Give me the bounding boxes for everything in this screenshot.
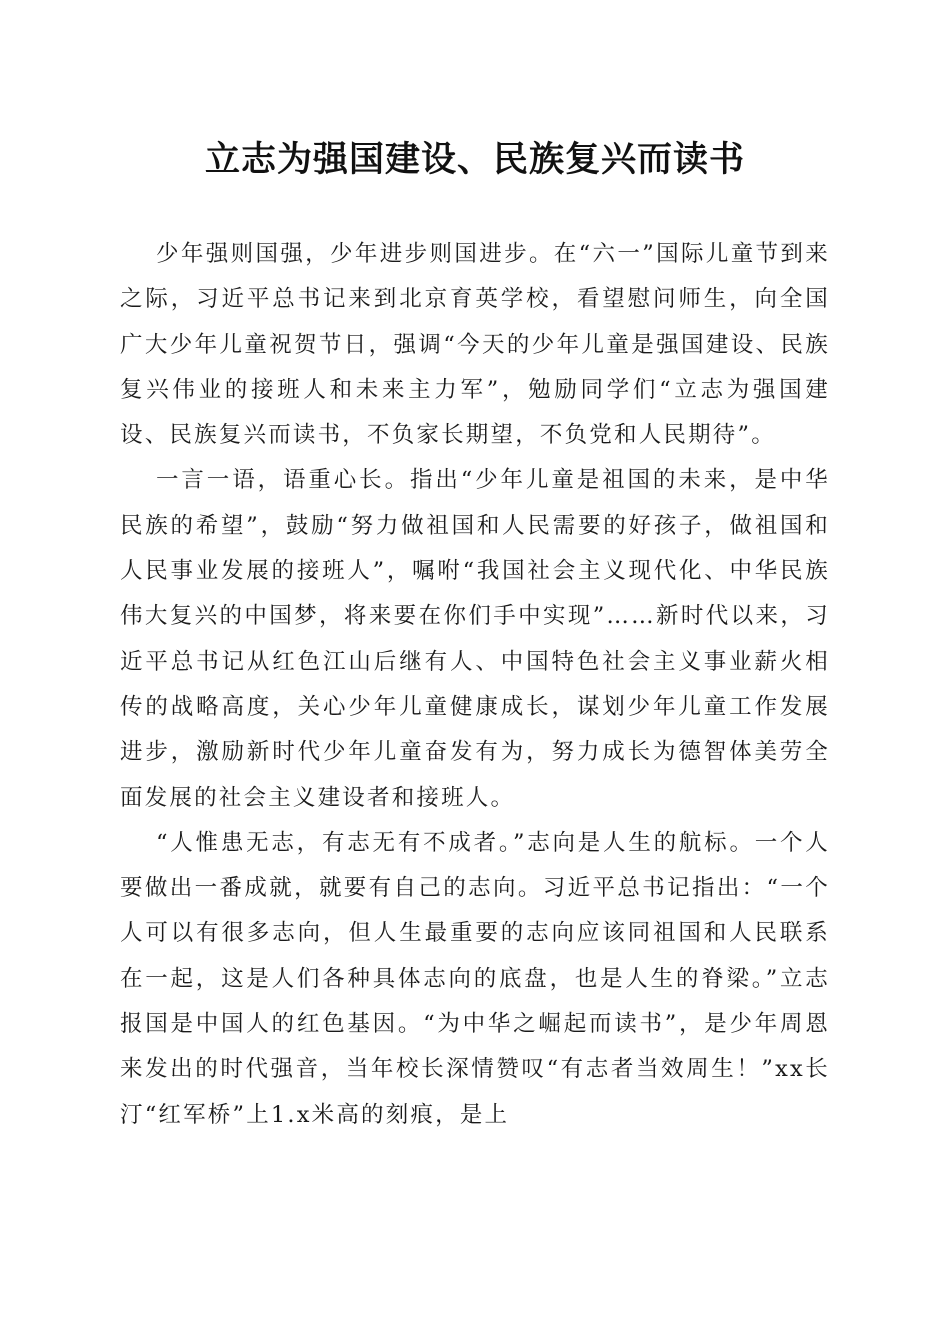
paragraph-2: 一言一语，语重心长。指出“少年儿童是祖国的未来，是中华民族的希望”，鼓励“努力做祖国和人民需要的好孩子，做祖国和人民事业发展的接班人”，嘱咐“我国社会主义现代化、中华民族伟大复兴的中国梦，将来要在你们手中实现”……新时代以来，习近平总书记从红色江山后继有人、中国特色社会主义事业薪火相传的战略高度，关心少年儿童健康成长，谋划少年儿童工作发展进步，激励新时代少年儿童奋发有为，努力成长为德智体美劳全面发展的社会主义建设者和接班人。: [120, 467, 830, 811]
document-title: 立志为强国建设、民族复兴而读书: [204, 140, 745, 180]
document-body: [120, 232, 830, 1138]
paragraph-1: 少年强则国强，少年进步则国进步。在“六一”国际儿童节到来之际，习近平总书记来到北京育英学校，看望慰问师生，向全国广大少年儿童祝贺节日，强调“今天的少年儿童是强国建设、民族复兴伟业的接班人和未来主力军”，勉励同学们“立志为强国建设、民族复兴而读书，不负家长期望，不负党和人民期待”。: [120, 241, 830, 449]
paragraph-3: “人惟患无志，有志无有不成者。”志向是人生的航标。一个人要做出一番成就，就要有自己的志向。习近平总书记指出：“一个人可以有很多志向，但人生最重要的志向应该同祖国和人民联系在一起，这是人们各种具体志向的底盘，也是人生的脊梁。”立志报国是中国人的红色基因。“为中华之崛起而读书”，是少年周恩来发出的时代强音，当年校长深情赞叹“有志者当效周生！”xx长汀“红军桥”上1.x米高的刻痕，是上: [120, 829, 830, 1128]
